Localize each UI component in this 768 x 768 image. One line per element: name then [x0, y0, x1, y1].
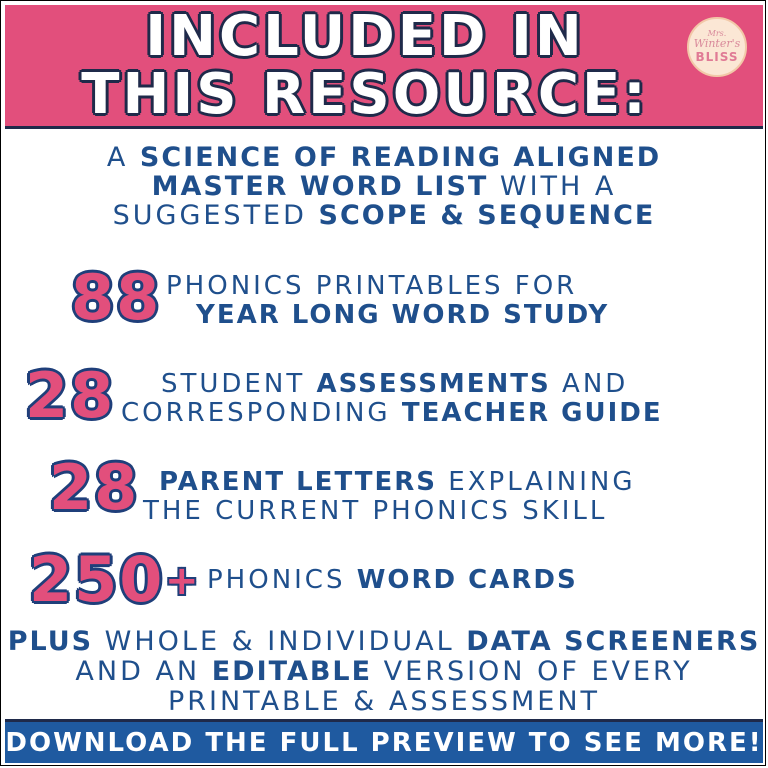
page-title-line-2: THIS RESOURCE:	[81, 62, 649, 127]
header-banner	[5, 5, 763, 129]
logo-mrs: Mrs.	[707, 29, 727, 38]
intro-line-2: MASTER WORD LIST WITH A	[151, 171, 617, 202]
item-letters-line-2: THE CURRENT PHONICS SKILL	[143, 496, 608, 526]
logo-bliss: BLISS	[695, 50, 739, 64]
item-assessments-line-2: CORRESPONDING TEACHER GUIDE	[121, 398, 663, 428]
intro-line-1: A SCIENCE OF READING ALIGNED	[106, 142, 662, 173]
item-letters-line-1: PARENT LETTERS EXPLAINING	[159, 467, 636, 497]
item-count-88: 88	[71, 261, 162, 334]
item-word-cards-line: PHONICS WORD CARDS	[207, 565, 578, 595]
item-count-28-letters: 28	[49, 451, 140, 524]
brand-logo	[687, 17, 747, 77]
intro-line-3: SUGGESTED SCOPE & SEQUENCE	[112, 200, 656, 231]
logo-winter: Winter's	[693, 37, 741, 50]
item-count-250: 250	[29, 543, 165, 616]
footer-cta-text: DOWNLOAD THE FULL PREVIEW TO SEE MORE!	[5, 728, 763, 758]
item-88-line-1: PHONICS PRINTABLES FOR	[166, 271, 578, 301]
closing-line-2: AND AN EDITABLE VERSION OF EVERY	[75, 656, 693, 687]
footer-banner	[5, 719, 763, 763]
closing-line-1: PLUS WHOLE & INDIVIDUAL DATA SCREENERS	[7, 626, 761, 657]
item-88-line-2: YEAR LONG WORD STUDY	[196, 300, 610, 330]
item-assessments-line-1: STUDENT ASSESSMENTS AND	[161, 369, 629, 399]
item-count-28-assessments: 28	[25, 359, 116, 432]
page-title-line-1: INCLUDED IN	[145, 4, 585, 69]
closing-line-3: PRINTABLE & ASSESSMENT	[167, 686, 601, 717]
plus-icon: +	[165, 558, 199, 604]
